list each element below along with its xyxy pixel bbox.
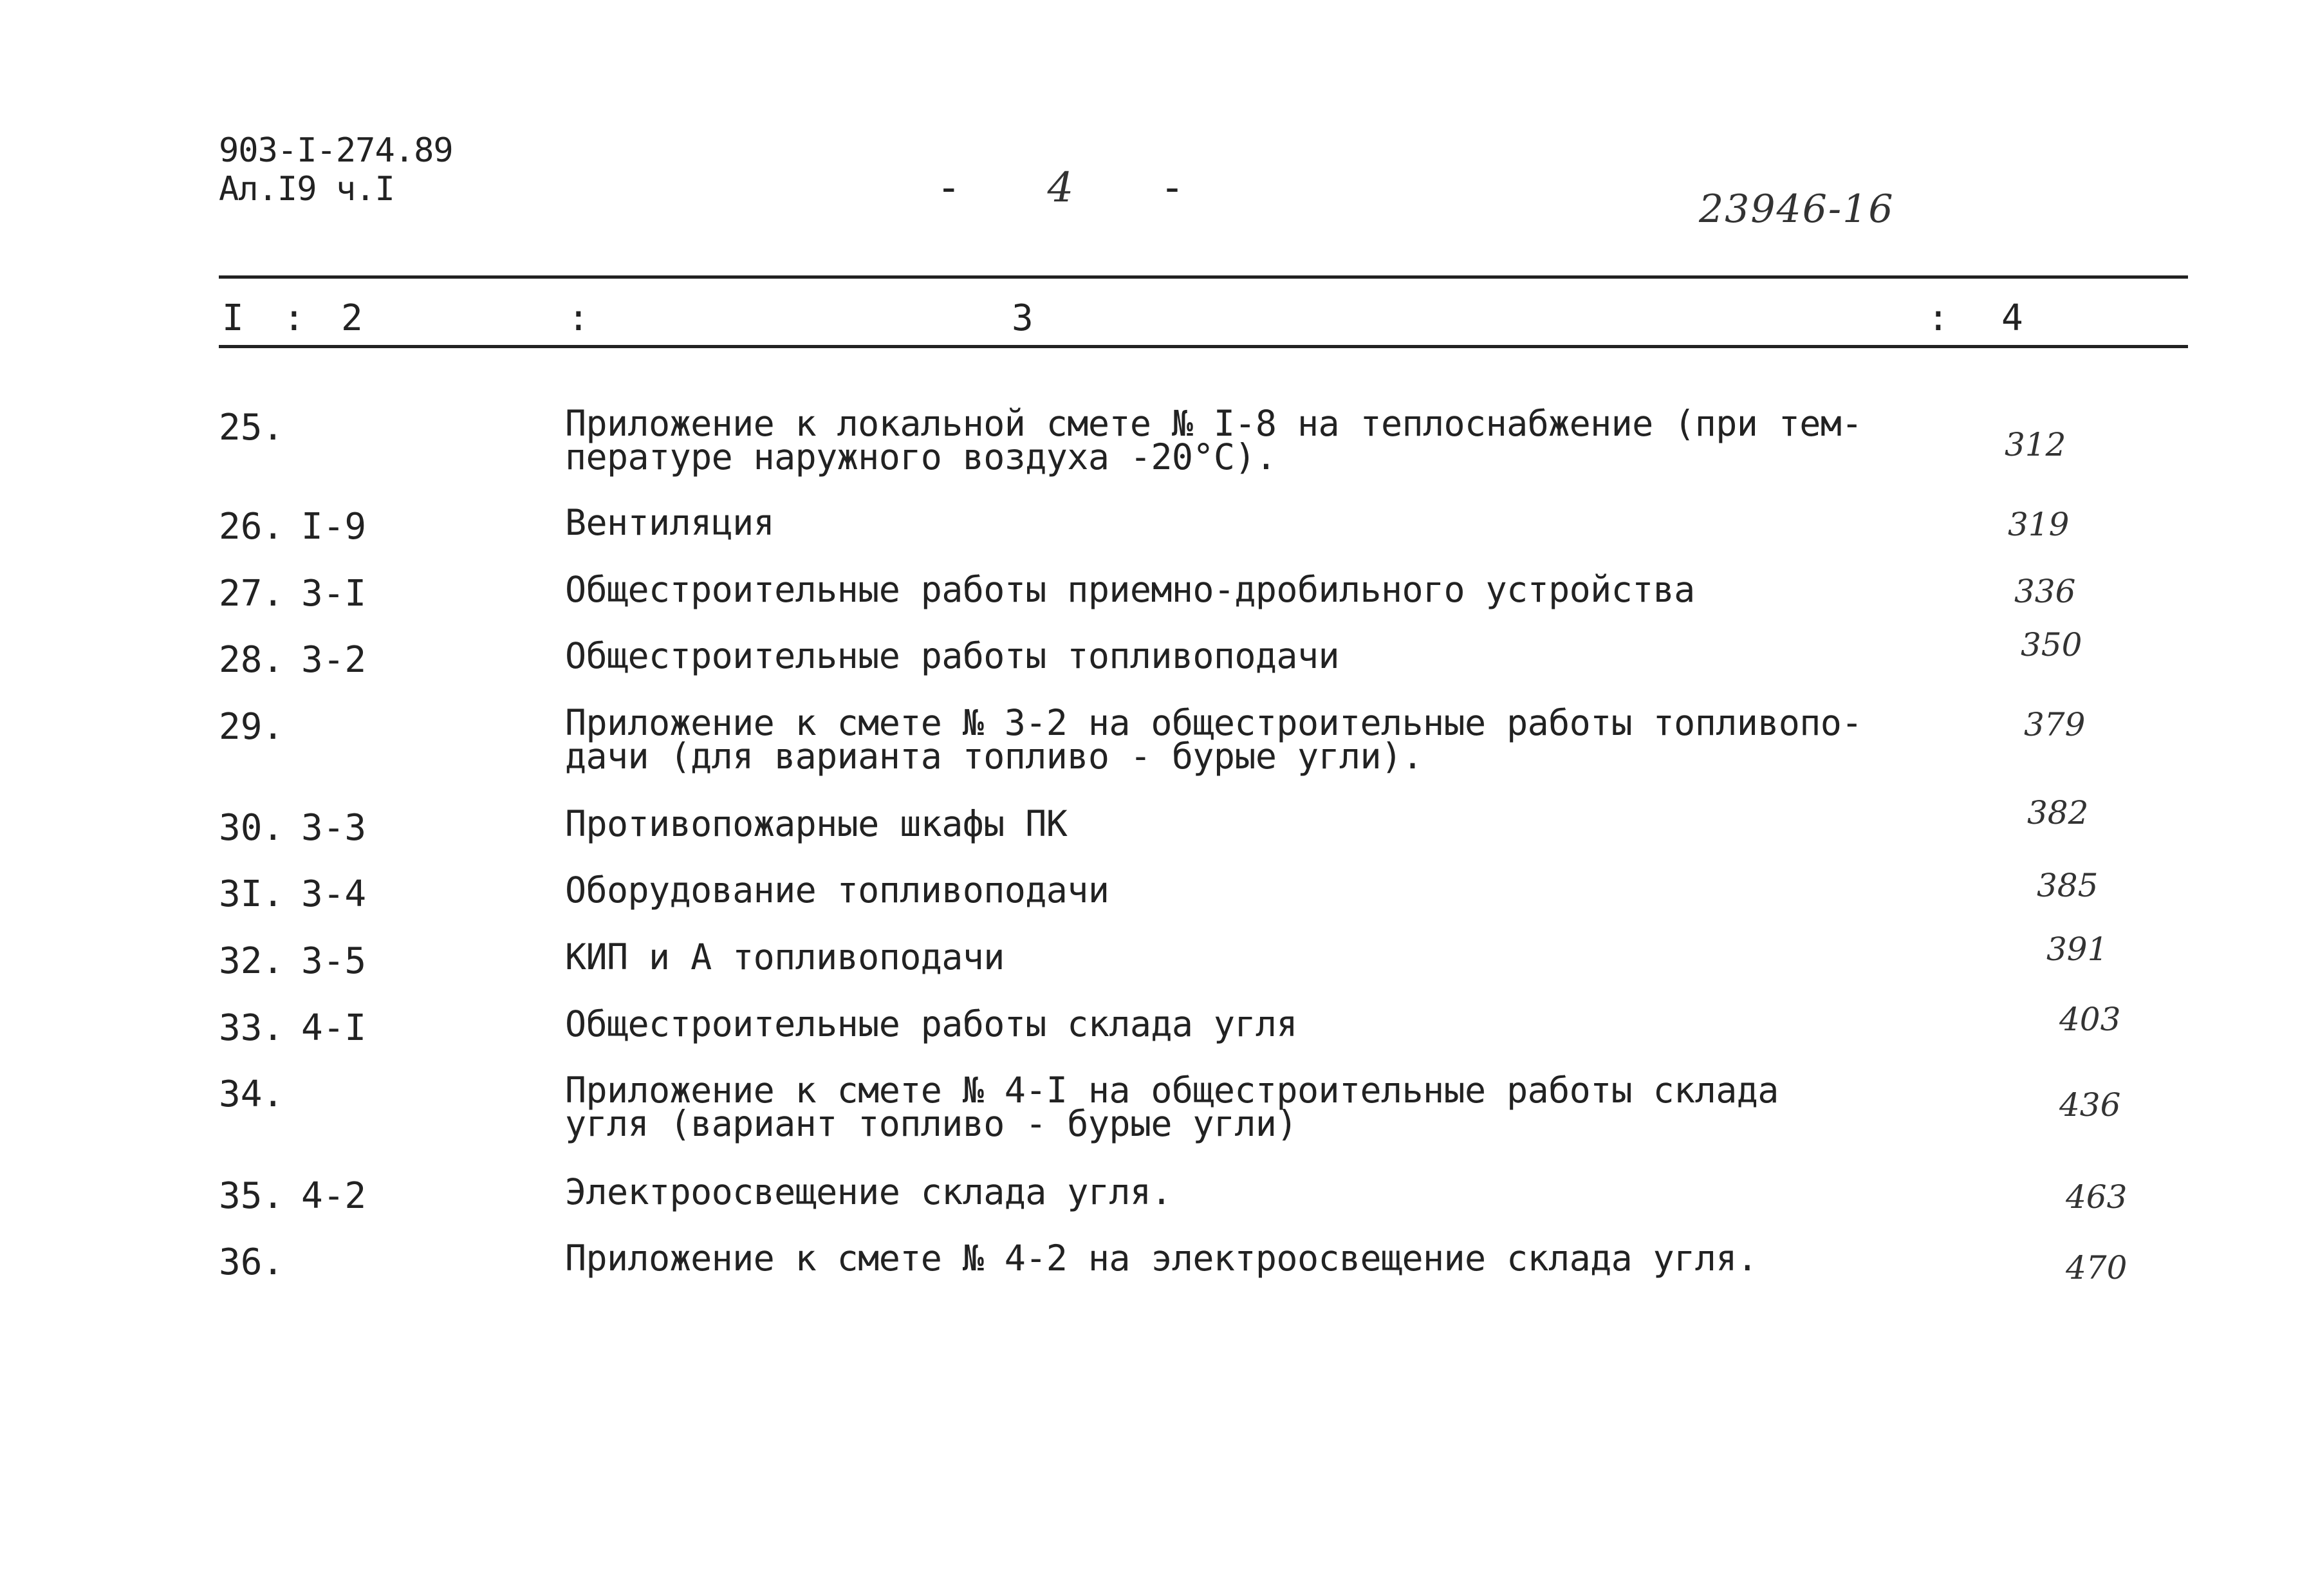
sheet-number: 23946-16 (1699, 187, 1895, 232)
table-row (0, 626, 2318, 681)
row-number: 30. (219, 807, 284, 849)
column-header-4: 4 (2001, 297, 2023, 339)
table-row (0, 702, 2318, 777)
row-description: Приложение к смете № 4-I на общестроительные работы склада угля (вариант топливо - бурые угли) (565, 1070, 1779, 1144)
row-description: КИП и А топливоподачи (565, 936, 1005, 978)
table-row (0, 1171, 2318, 1217)
table-row (0, 867, 2318, 915)
row-number: 29. (219, 706, 284, 748)
row-page: 463 (2066, 1178, 2128, 1216)
row-number: 25. (219, 407, 284, 449)
doc-code-line2: Ал.I9 ч.I (219, 170, 394, 209)
column-separator: : (568, 297, 589, 339)
row-description: Приложение к локальной смете № I-8 на теплоснабжение (при тем- пературе наружного воздуха -20°C). (565, 403, 1862, 478)
row-description: Приложение к смете № 4-2 на электроосвещение склада угля. (565, 1238, 1758, 1279)
row-page: 382 (2027, 794, 2089, 831)
row-number: 36. (219, 1241, 284, 1283)
page-dash-left: - (936, 164, 964, 212)
table-row (0, 931, 2318, 982)
row-number: 35. (219, 1175, 284, 1217)
row-page: 403 (2059, 1001, 2121, 1038)
row-description: Общестроительные работы склада угля (565, 1003, 1297, 1044)
row-description: Противопожарные шкафы ПК (565, 803, 1068, 844)
row-description: Оборудование топливоподачи (565, 869, 1109, 911)
column-header-3: 3 (1012, 297, 1034, 339)
page-dash-right: - (1160, 164, 1187, 212)
row-number: 28. (219, 639, 284, 681)
row-page: 391 (2046, 931, 2108, 968)
table-row (0, 1001, 2318, 1049)
column-separator: : (1927, 297, 1949, 339)
row-code: 3-I (301, 573, 367, 615)
doc-code-line1: 903-I-274.89 (219, 131, 453, 170)
row-number: 33. (219, 1007, 284, 1049)
row-description: Электроосвещение склада угля. (565, 1171, 1172, 1212)
row-page: 436 (2059, 1086, 2121, 1124)
row-number: 34. (219, 1073, 284, 1115)
row-page: 312 (2005, 426, 2066, 463)
row-code: 4-2 (301, 1175, 367, 1217)
row-code: 3-4 (301, 873, 367, 915)
row-page: 379 (2024, 706, 2086, 743)
row-code: 3-5 (301, 940, 367, 982)
row-number: 3I. (219, 873, 284, 915)
column-header-2: 2 (341, 297, 363, 339)
row-page: 336 (2014, 573, 2076, 610)
row-description: Вентиляция (565, 502, 775, 543)
column-separator: : (283, 297, 305, 339)
table-top-rule (219, 275, 2188, 279)
table-header-rule (219, 345, 2188, 348)
table-row (0, 794, 2318, 849)
row-page: 350 (2021, 626, 2082, 663)
table-row (0, 1238, 2318, 1286)
row-number: 32. (219, 940, 284, 982)
row-code: I-9 (301, 506, 367, 548)
row-number: 26. (219, 506, 284, 548)
row-page: 470 (2066, 1249, 2128, 1286)
row-code: 3-2 (301, 639, 367, 681)
table-row (0, 1070, 2318, 1144)
page-number: 4 (1047, 164, 1077, 212)
row-description: Общестроительные работы приемно-дробильного устройства (565, 569, 1695, 610)
page-number-block (866, 164, 1258, 212)
row-page: 385 (2037, 867, 2099, 904)
column-header-1: I (222, 297, 244, 339)
row-code: 4-I (301, 1007, 367, 1049)
row-code: 3-3 (301, 807, 367, 849)
row-number: 27. (219, 573, 284, 615)
row-page: 319 (2008, 506, 2070, 543)
row-description: Общестроительные работы топливоподачи (565, 635, 1339, 676)
row-description: Приложение к смете № 3-2 на общестроительные работы топливопо- дачи (для варианта топливо - бурые угли). (565, 702, 1862, 777)
